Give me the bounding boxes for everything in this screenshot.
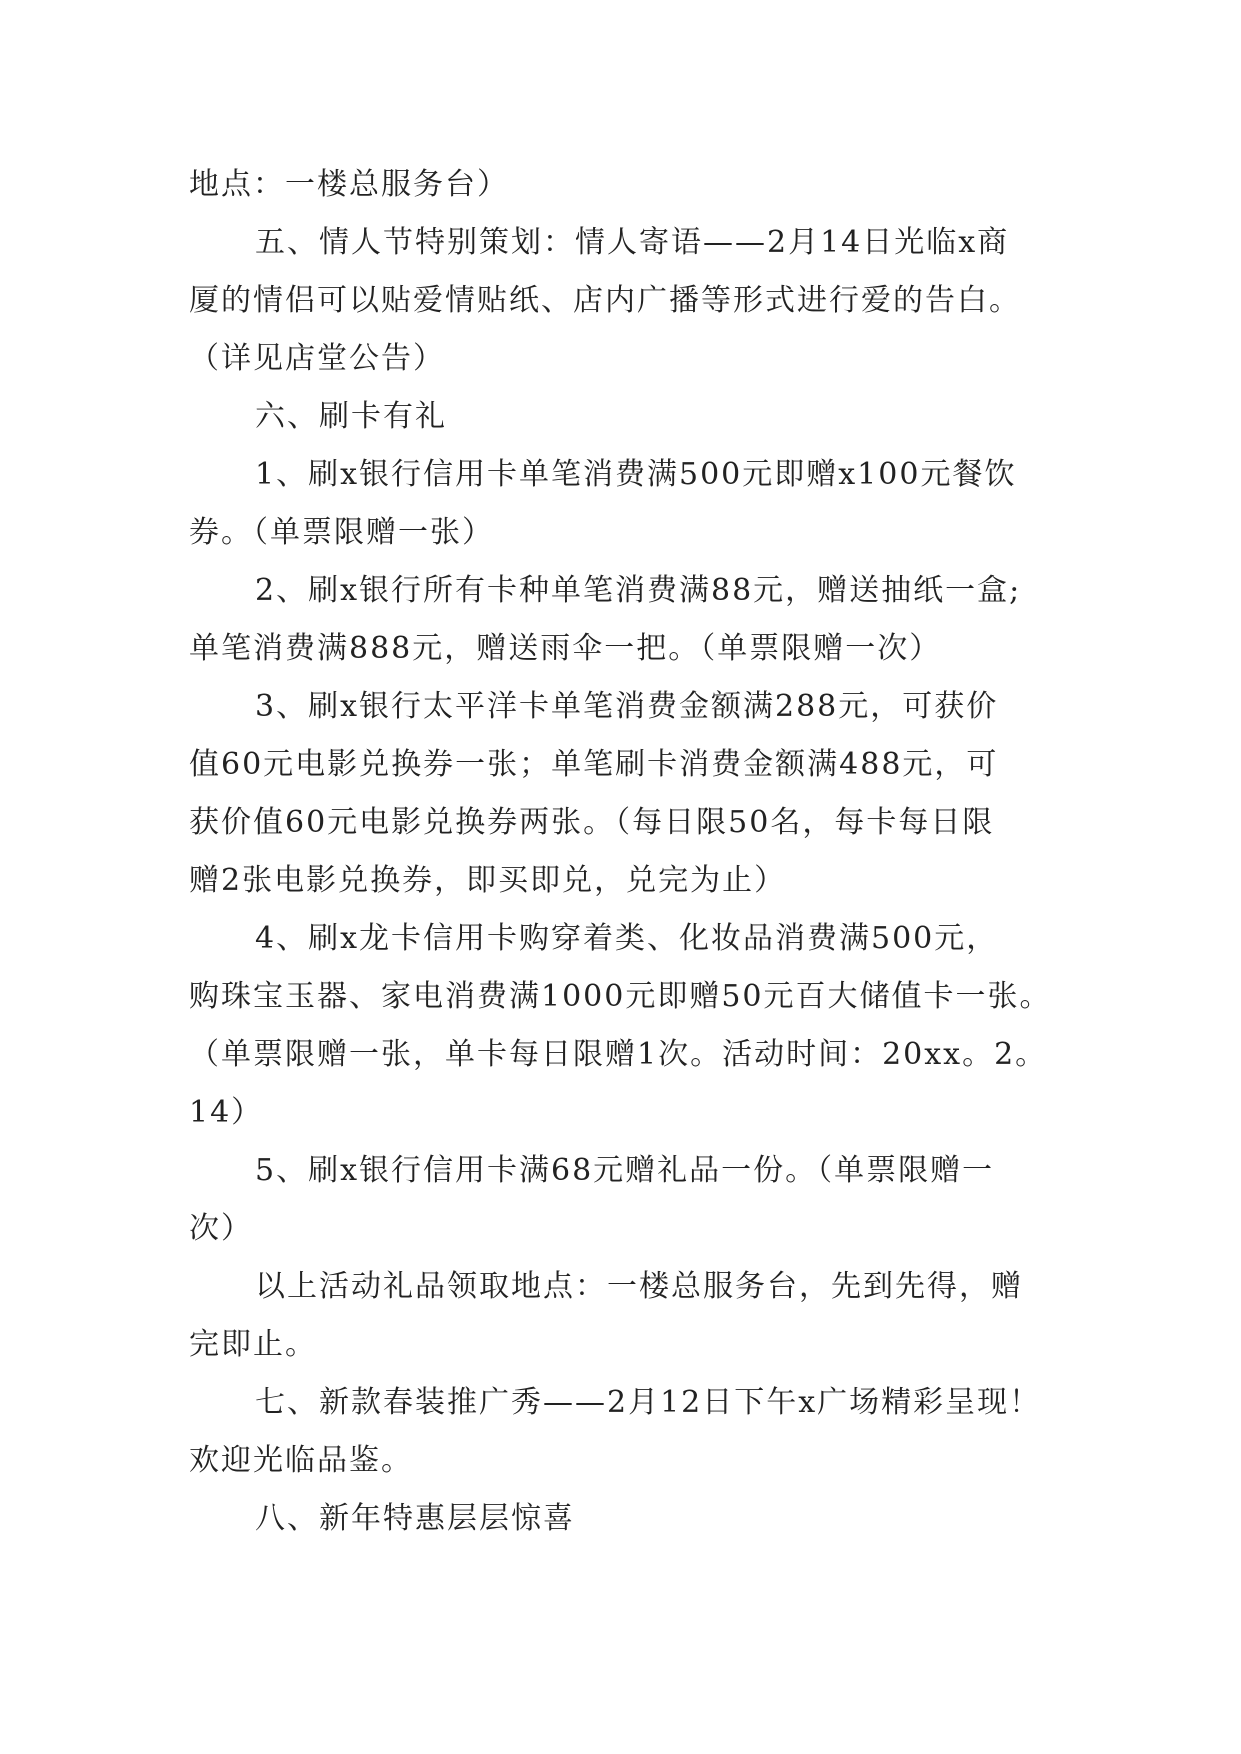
document-body — [189, 156, 1065, 1548]
text-line: 14） — [189, 1095, 264, 1130]
text-line: 完即止。 — [189, 1327, 317, 1362]
text-line: 购珠宝玉器、家电消费满1000元即赠50元百大储值卡一张。 — [189, 979, 1052, 1014]
gift-pickup-note: 以上活动礼品领取地点：一楼总服务台，先到先得，赠 — [255, 1269, 1023, 1304]
list-item-1: 1、刷x银行信用卡单笔消费满500元即赠x100元餐饮 — [255, 457, 1017, 492]
list-item-5: 5、刷x银行信用卡满68元赠礼品一份。（单票限赠一 — [255, 1153, 995, 1188]
text-line: 值60元电影兑换券一张；单笔刷卡消费金额满488元，可 — [189, 747, 999, 782]
text-line: 券。（单票限赠一张） — [189, 515, 494, 550]
section-heading-valentine: 五、情人节特别策划：情人寄语——2月14日光临x商 — [255, 225, 1010, 260]
text-line: （单票限赠一张，单卡每日限赠1次。活动时间：20xx。2。 — [189, 1037, 1048, 1072]
list-item-3: 3、刷x银行太平洋卡单笔消费金额满288元，可获价 — [255, 689, 999, 724]
section-heading-new-year: 八、新年特惠层层惊喜 — [255, 1501, 575, 1536]
list-item-4: 4、刷x龙卡信用卡购穿着类、化妆品消费满500元， — [255, 921, 999, 956]
text-line: 欢迎光临品鉴。 — [189, 1443, 413, 1478]
text-line: 次） — [189, 1211, 253, 1246]
text-line: 获价值60元电影兑换券两张。（每日限50名，每卡每日限 — [189, 805, 995, 840]
section-heading-card-gifts: 六、刷卡有礼 — [255, 399, 447, 434]
text-line: 单笔消费满888元，赠送雨伞一把。（单票限赠一次） — [189, 631, 942, 666]
section-heading-spring-show: 七、新款春装推广秀——2月12日下午x广场精彩呈现！ — [255, 1385, 1042, 1420]
text-line: 地点：一楼总服务台） — [189, 167, 509, 202]
text-line: 厦的情侣可以贴爱情贴纸、店内广播等形式进行爱的告白。 — [189, 283, 1021, 318]
list-item-2: 2、刷x银行所有卡种单笔消费满88元，赠送抽纸一盒; — [255, 573, 1022, 608]
text-line: 赠2张电影兑换券，即买即兑，兑完为止） — [189, 863, 787, 898]
text-line: （详见店堂公告） — [189, 341, 445, 376]
